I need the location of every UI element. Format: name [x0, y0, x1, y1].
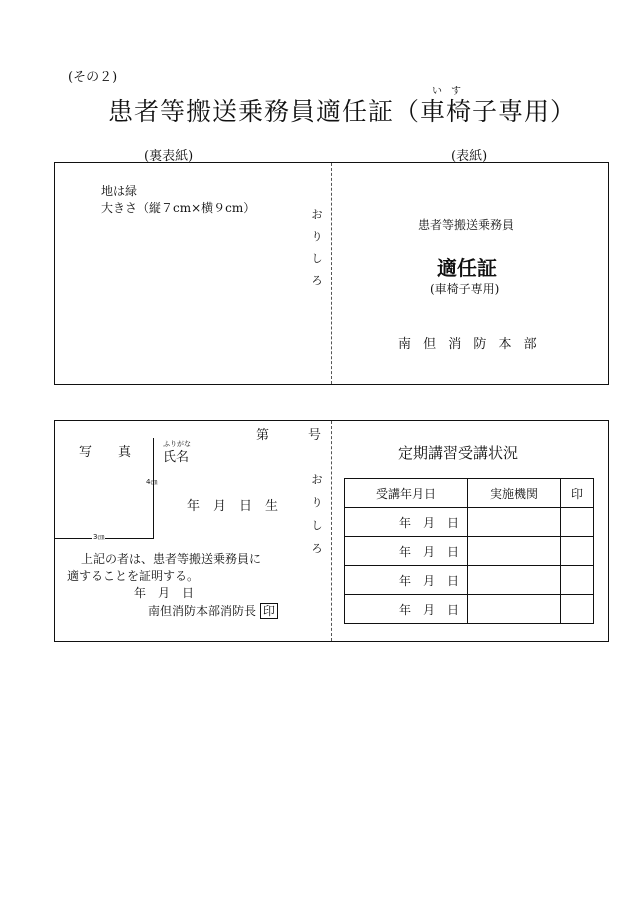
training-status-table — [344, 478, 594, 624]
header-org: 実施機関 — [468, 479, 561, 508]
table-cell-date: 年 月 日 — [345, 537, 468, 566]
birth-date: 年 月 日 生 — [187, 499, 279, 514]
table-row — [345, 508, 594, 537]
table-row — [345, 566, 594, 595]
back-note-color: 地は緑 — [101, 184, 138, 198]
table-cell-org — [468, 508, 561, 537]
cover-fold-line — [331, 163, 332, 384]
issuer-title: 南但消防本部消防長 — [148, 604, 257, 618]
name-ruby: ふりがな — [163, 440, 191, 448]
page-title: 患者等搬送乗務員適任証（車椅子専用） — [108, 97, 577, 126]
issuer-name — [148, 602, 278, 619]
table-cell-org — [468, 537, 561, 566]
cover-fold-label — [311, 204, 323, 292]
photo-frame-right — [153, 438, 154, 538]
name-label: 氏名 — [163, 450, 190, 465]
front-issuer: 南 但 消 防 本 部 — [398, 337, 541, 352]
fold-char: り — [311, 496, 323, 509]
caption-front-cover: (表紙) — [451, 149, 488, 164]
issue-date: 年 月 日 — [134, 586, 195, 600]
table-row — [345, 595, 594, 624]
fold-char: し — [311, 252, 323, 265]
photo-height-dim: 4㎝ — [146, 478, 158, 486]
fold-char: ろ — [311, 542, 323, 555]
seal-mark: 印 — [260, 603, 278, 619]
fold-char: お — [311, 208, 323, 221]
certificate-number: 第 号 — [256, 428, 322, 443]
page-label: (その２) — [68, 70, 118, 85]
header-seal: 印 — [561, 479, 594, 508]
photo-width-dim: 3㎝ — [93, 533, 105, 541]
front-heading: 適任証 — [437, 256, 497, 280]
fold-char: し — [311, 519, 323, 532]
table-cell-seal — [561, 537, 594, 566]
caption-back-cover: (裏表紙) — [144, 149, 194, 164]
certify-text-1: 上記の者は、患者等搬送乗務員に — [81, 552, 262, 566]
table-header-row — [345, 479, 594, 508]
table-cell-date: 年 月 日 — [345, 566, 468, 595]
header-date: 受講年月日 — [345, 479, 468, 508]
fold-char: り — [311, 230, 323, 243]
table-cell-org — [468, 595, 561, 624]
front-org-role: 患者等搬送乗務員 — [418, 218, 515, 232]
front-subheading: (車椅子専用) — [430, 282, 500, 296]
table-cell-seal — [561, 566, 594, 595]
fold-char: ろ — [311, 274, 323, 287]
table-cell-org — [468, 566, 561, 595]
photo-label: 写 真 — [79, 445, 132, 460]
title-ruby: いす — [432, 86, 470, 97]
certify-text-2: 適することを証明する。 — [67, 569, 200, 583]
inner-fold-line — [331, 421, 332, 641]
status-title: 定期講習受講状況 — [398, 444, 519, 462]
table-row — [345, 537, 594, 566]
fold-char: お — [311, 473, 323, 486]
back-note-size: 大きさ（縦７cm×横９cm） — [101, 201, 256, 215]
table-cell-date: 年 月 日 — [345, 595, 468, 624]
table-cell-date: 年 月 日 — [345, 508, 468, 537]
table-cell-seal — [561, 508, 594, 537]
inner-fold-label — [311, 468, 323, 560]
table-cell-seal — [561, 595, 594, 624]
